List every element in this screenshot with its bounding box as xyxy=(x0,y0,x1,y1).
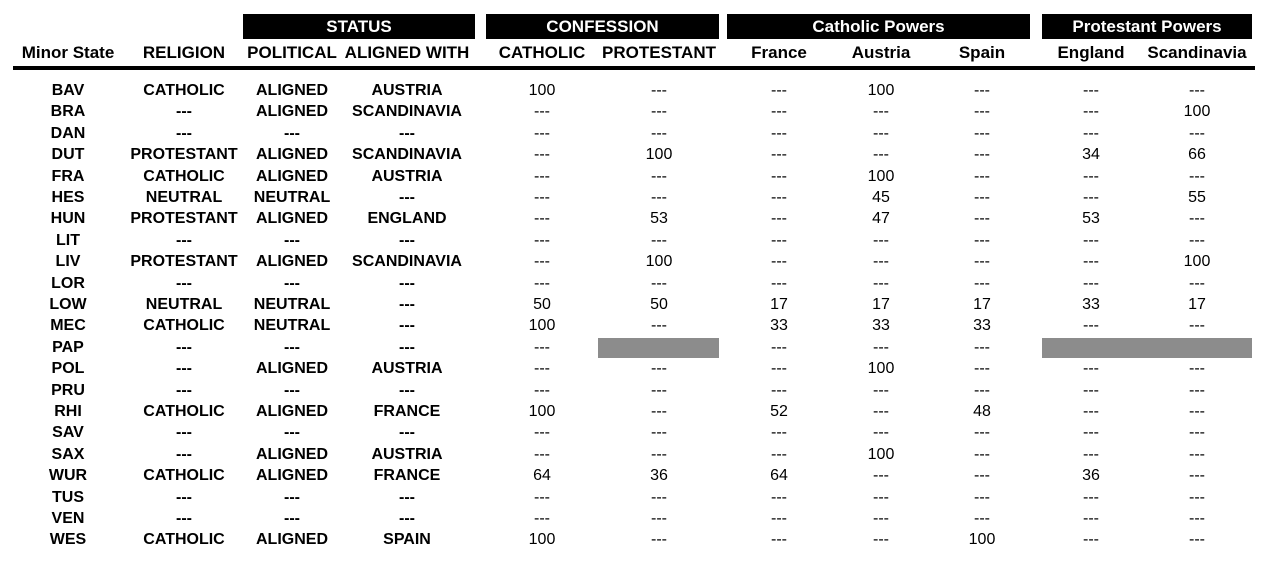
table-row xyxy=(0,315,1268,336)
column-header-political: POLITICAL xyxy=(247,43,337,62)
cell-england: 33 xyxy=(1082,296,1100,313)
cell-religion: --- xyxy=(176,424,192,442)
cell-england: --- xyxy=(1083,381,1099,399)
cell-france: --- xyxy=(771,338,787,356)
cell-scandinavia: --- xyxy=(1189,82,1205,99)
cell-aligned-with: --- xyxy=(399,296,415,313)
table-row xyxy=(0,144,1268,165)
cell-austria: --- xyxy=(873,403,889,420)
cell-aligned-with: --- xyxy=(399,317,415,335)
cell-england: --- xyxy=(1083,82,1099,99)
cell-spain: --- xyxy=(974,231,990,249)
cell-catholic: --- xyxy=(534,253,550,271)
cell-aligned-with: ENGLAND xyxy=(367,210,447,228)
cell-religion: --- xyxy=(176,381,192,399)
cell-scandinavia: --- xyxy=(1189,531,1205,549)
cell-catholic: --- xyxy=(534,360,550,378)
cell-political: ALIGNED xyxy=(256,210,328,228)
cell-spain: --- xyxy=(974,103,990,121)
cell-religion: CATHOLIC xyxy=(143,403,225,420)
cell-spain: --- xyxy=(974,360,990,378)
cell-england: --- xyxy=(1083,103,1099,121)
cell-religion: NEUTRAL xyxy=(145,296,223,313)
cell-minor-state: POL xyxy=(51,360,85,378)
cell-religion: --- xyxy=(176,338,192,356)
cell-france: --- xyxy=(771,274,787,292)
cell-catholic: 100 xyxy=(528,82,556,99)
cell-minor-state: DUT xyxy=(51,146,85,164)
cell-political: ALIGNED xyxy=(256,403,328,420)
cell-scandinavia: --- xyxy=(1189,424,1205,442)
cell-minor-state: HUN xyxy=(50,210,86,228)
cell-england: 36 xyxy=(1082,467,1100,485)
cell-spain: --- xyxy=(974,510,990,527)
cell-spain: 100 xyxy=(968,531,996,549)
cell-protestant: 53 xyxy=(650,210,668,228)
cell-austria: --- xyxy=(873,338,889,356)
cell-protestant: --- xyxy=(651,403,667,420)
cell-minor-state: WES xyxy=(49,531,87,549)
cell-protestant: --- xyxy=(651,124,667,142)
cell-austria: --- xyxy=(873,124,889,142)
cell-spain: --- xyxy=(974,488,990,506)
cell-england: --- xyxy=(1083,403,1099,420)
cell-protestant: --- xyxy=(651,510,667,527)
cell-scandinavia: --- xyxy=(1189,124,1205,142)
group-header-status: STATUS xyxy=(243,14,475,39)
cell-spain: --- xyxy=(974,253,990,271)
cell-religion: --- xyxy=(176,445,192,463)
cell-political: ALIGNED xyxy=(256,167,328,185)
cell-minor-state: SAV xyxy=(52,424,84,442)
cell-catholic: 100 xyxy=(528,403,556,420)
table-row xyxy=(0,230,1268,251)
cell-austria: --- xyxy=(873,253,889,271)
cell-minor-state: PRU xyxy=(51,381,85,399)
cell-religion: CATHOLIC xyxy=(143,167,225,185)
cell-spain: --- xyxy=(974,124,990,142)
cell-aligned-with: --- xyxy=(399,488,415,506)
cell-political: NEUTRAL xyxy=(253,317,331,335)
cell-scandinavia: --- xyxy=(1189,274,1205,292)
cell-religion: NEUTRAL xyxy=(145,189,223,206)
cell-aligned-with: --- xyxy=(399,124,415,142)
cell-spain: --- xyxy=(974,445,990,463)
cell-minor-state: RHI xyxy=(54,403,82,420)
cell-england: 53 xyxy=(1082,210,1100,228)
cell-protestant: --- xyxy=(651,231,667,249)
cell-protestant: --- xyxy=(651,317,667,335)
cell-religion: --- xyxy=(176,231,192,249)
cell-political: --- xyxy=(284,274,300,292)
cell-political: --- xyxy=(284,124,300,142)
cell-protestant: --- xyxy=(651,82,667,99)
cell-aligned-with: AUSTRIA xyxy=(371,82,443,99)
cell-france: 33 xyxy=(770,317,788,335)
cell-minor-state: LIV xyxy=(55,253,81,271)
cell-minor-state: SAX xyxy=(51,445,85,463)
cell-aligned-with: SCANDINAVIA xyxy=(352,103,462,121)
cell-spain: --- xyxy=(974,167,990,185)
cell-political: --- xyxy=(284,510,300,527)
cell-political: ALIGNED xyxy=(256,253,328,271)
cell-protestant: --- xyxy=(651,360,667,378)
cell-political: --- xyxy=(284,381,300,399)
cell-austria: 100 xyxy=(867,445,895,463)
cell-spain: --- xyxy=(974,146,990,164)
cell-spain: --- xyxy=(974,189,990,206)
cell-aligned-with: SPAIN xyxy=(383,531,431,549)
column-header-religion: RELIGION xyxy=(142,43,226,62)
cell-catholic: --- xyxy=(534,189,550,206)
cell-england: --- xyxy=(1083,167,1099,185)
cell-scandinavia: --- xyxy=(1189,167,1205,185)
cell-scandinavia: --- xyxy=(1189,231,1205,249)
cell-catholic: --- xyxy=(534,231,550,249)
cell-catholic: 50 xyxy=(533,296,551,313)
cell-scandinavia: --- xyxy=(1189,381,1205,399)
cell-political: ALIGNED xyxy=(256,103,328,121)
cell-spain: --- xyxy=(974,274,990,292)
cell-aligned-with: AUSTRIA xyxy=(371,167,443,185)
cell-protestant: 100 xyxy=(645,253,673,271)
cell-minor-state: LOW xyxy=(49,296,87,313)
cell-france: --- xyxy=(771,210,787,228)
cell-aligned-with: --- xyxy=(399,189,415,206)
cell-political: ALIGNED xyxy=(256,531,328,549)
table-row xyxy=(0,166,1268,187)
cell-catholic: --- xyxy=(534,210,550,228)
cell-france: --- xyxy=(771,531,787,549)
column-header-minor-state: Minor State xyxy=(21,43,115,62)
cell-minor-state: FRA xyxy=(51,167,85,185)
cell-religion: --- xyxy=(176,488,192,506)
cell-catholic: --- xyxy=(534,510,550,527)
cell-spain: 17 xyxy=(973,296,991,313)
cell-political: ALIGNED xyxy=(256,467,328,485)
cell-protestant: --- xyxy=(651,103,667,121)
cell-aligned-with: FRANCE xyxy=(373,403,441,420)
cell-religion: PROTESTANT xyxy=(130,146,238,164)
cell-political: ALIGNED xyxy=(256,445,328,463)
cell-aligned-with: SCANDINAVIA xyxy=(352,253,462,271)
cell-france: --- xyxy=(771,488,787,506)
cell-france: --- xyxy=(771,82,787,99)
cell-political: ALIGNED xyxy=(256,360,328,378)
cell-austria: --- xyxy=(873,488,889,506)
cell-catholic: --- xyxy=(534,381,550,399)
table-row xyxy=(0,187,1268,208)
cell-minor-state: HES xyxy=(51,189,85,206)
column-header-france: France xyxy=(751,43,807,62)
cell-scandinavia: --- xyxy=(1189,510,1205,527)
cell-scandinavia: --- xyxy=(1189,210,1205,228)
cell-scandinavia: 100 xyxy=(1183,253,1211,271)
table-row xyxy=(0,273,1268,294)
cell-austria: --- xyxy=(873,381,889,399)
cell-france: --- xyxy=(771,146,787,164)
cell-england: --- xyxy=(1083,189,1099,206)
cell-scandinavia: 100 xyxy=(1183,103,1211,121)
group-header-protestant-powers: Protestant Powers xyxy=(1042,14,1252,39)
cell-aligned-with: AUSTRIA xyxy=(371,360,443,378)
cell-austria: 100 xyxy=(867,82,895,99)
cell-scandinavia: 17 xyxy=(1188,296,1206,313)
cell-protestant: --- xyxy=(651,189,667,206)
cell-austria: 45 xyxy=(872,189,890,206)
cell-minor-state: BRA xyxy=(50,103,86,121)
table-row xyxy=(0,80,1268,101)
table-row xyxy=(0,401,1268,422)
cell-scandinavia: --- xyxy=(1189,403,1205,420)
cell-england: --- xyxy=(1083,445,1099,463)
cell-political: --- xyxy=(284,338,300,356)
cell-austria: --- xyxy=(873,467,889,485)
cell-england: --- xyxy=(1083,124,1099,142)
cell-protestant: 100 xyxy=(645,146,673,164)
column-header-spain: Spain xyxy=(958,43,1006,62)
table-row xyxy=(0,422,1268,443)
cell-france: 52 xyxy=(770,403,788,420)
column-header-austria: Austria xyxy=(851,43,911,62)
cell-scandinavia: --- xyxy=(1189,360,1205,378)
cell-minor-state: LIT xyxy=(56,231,80,249)
cell-spain: --- xyxy=(974,467,990,485)
cell-political: --- xyxy=(284,231,300,249)
cell-catholic: 64 xyxy=(533,467,551,485)
cell-france: --- xyxy=(771,124,787,142)
cell-austria: 17 xyxy=(872,296,890,313)
cell-scandinavia: 66 xyxy=(1188,146,1206,164)
cell-england: --- xyxy=(1083,510,1099,527)
cell-minor-state: DAN xyxy=(50,124,86,142)
column-header-aligned-with: ALIGNED WITH xyxy=(344,43,470,62)
cell-england: --- xyxy=(1083,488,1099,506)
table-row xyxy=(0,337,1268,358)
cell-religion: PROTESTANT xyxy=(130,210,238,228)
cell-spain: --- xyxy=(974,338,990,356)
column-header-scandinavia: Scandinavia xyxy=(1147,43,1247,62)
cell-religion: PROTESTANT xyxy=(130,253,238,271)
cell-england: --- xyxy=(1083,253,1099,271)
cell-france: --- xyxy=(771,103,787,121)
table-row xyxy=(0,101,1268,122)
cell-religion: --- xyxy=(176,274,192,292)
cell-political: --- xyxy=(284,424,300,442)
cell-france: --- xyxy=(771,253,787,271)
cell-scandinavia: --- xyxy=(1189,467,1205,485)
cell-france: --- xyxy=(771,231,787,249)
cell-minor-state: WUR xyxy=(48,467,88,485)
table-row xyxy=(0,294,1268,315)
cell-catholic: --- xyxy=(534,103,550,121)
cell-protestant: --- xyxy=(651,381,667,399)
cell-catholic: --- xyxy=(534,124,550,142)
cell-catholic: --- xyxy=(534,274,550,292)
cell-france: 17 xyxy=(770,296,788,313)
cell-aligned-with: SCANDINAVIA xyxy=(352,146,462,164)
cell-religion: --- xyxy=(176,360,192,378)
cell-protestant: --- xyxy=(651,445,667,463)
cell-aligned-with: --- xyxy=(399,274,415,292)
cell-protestant: 36 xyxy=(650,467,668,485)
cell-france: --- xyxy=(771,360,787,378)
cell-political: --- xyxy=(284,488,300,506)
table-row xyxy=(0,444,1268,465)
cell-protestant: --- xyxy=(651,531,667,549)
cell-austria: 100 xyxy=(867,360,895,378)
cell-protestant: --- xyxy=(651,167,667,185)
cell-protestant: --- xyxy=(651,274,667,292)
header-rule xyxy=(13,66,1255,70)
cell-religion: CATHOLIC xyxy=(143,467,225,485)
cell-religion: --- xyxy=(176,103,192,121)
cell-austria: 100 xyxy=(867,167,895,185)
table-row xyxy=(0,208,1268,229)
cell-austria: 47 xyxy=(872,210,890,228)
cell-austria: --- xyxy=(873,510,889,527)
cell-catholic: 100 xyxy=(528,317,556,335)
table-row xyxy=(0,529,1268,550)
cell-aligned-with: --- xyxy=(399,424,415,442)
cell-catholic: --- xyxy=(534,167,550,185)
cell-austria: --- xyxy=(873,103,889,121)
cell-austria: --- xyxy=(873,274,889,292)
cell-england: --- xyxy=(1083,424,1099,442)
table-row xyxy=(0,487,1268,508)
cell-scandinavia: --- xyxy=(1189,445,1205,463)
cell-france: --- xyxy=(771,510,787,527)
cell-austria: --- xyxy=(873,531,889,549)
cell-england: --- xyxy=(1083,231,1099,249)
table-row xyxy=(0,358,1268,379)
cell-political: ALIGNED xyxy=(256,82,328,99)
cell-catholic: 100 xyxy=(528,531,556,549)
cell-catholic: --- xyxy=(534,424,550,442)
table-row xyxy=(0,123,1268,144)
table-row xyxy=(0,380,1268,401)
cell-austria: --- xyxy=(873,146,889,164)
column-header-england: England xyxy=(1057,43,1125,62)
cell-minor-state: LOR xyxy=(51,274,85,292)
cell-aligned-with: --- xyxy=(399,510,415,527)
cell-minor-state: VEN xyxy=(51,510,85,527)
cell-spain: --- xyxy=(974,82,990,99)
cell-minor-state: TUS xyxy=(52,488,84,506)
table-row xyxy=(0,251,1268,272)
cell-france: --- xyxy=(771,167,787,185)
column-header-catholic: CATHOLIC xyxy=(498,43,586,62)
cell-religion: CATHOLIC xyxy=(143,531,225,549)
cell-england: --- xyxy=(1083,317,1099,335)
cell-political: NEUTRAL xyxy=(253,296,331,313)
cell-catholic: --- xyxy=(534,445,550,463)
cell-religion: --- xyxy=(176,510,192,527)
column-header-protestant: PROTESTANT xyxy=(602,43,716,62)
cell-aligned-with: FRANCE xyxy=(373,467,441,485)
cell-aligned-with: --- xyxy=(399,231,415,249)
cell-spain: 48 xyxy=(973,403,991,420)
shaded-cell xyxy=(598,338,719,358)
cell-spain: --- xyxy=(974,424,990,442)
group-header-catholic-powers: Catholic Powers xyxy=(727,14,1030,39)
cell-minor-state: MEC xyxy=(50,317,86,335)
cell-england: --- xyxy=(1083,360,1099,378)
table-row xyxy=(0,465,1268,486)
cell-austria: 33 xyxy=(872,317,890,335)
cell-religion: CATHOLIC xyxy=(143,82,225,99)
cell-scandinavia: --- xyxy=(1189,317,1205,335)
cell-scandinavia: --- xyxy=(1189,488,1205,506)
cell-protestant: --- xyxy=(651,488,667,506)
cell-protestant: --- xyxy=(651,424,667,442)
cell-france: --- xyxy=(771,381,787,399)
cell-england: 34 xyxy=(1082,146,1100,164)
cell-spain: --- xyxy=(974,381,990,399)
cell-france: --- xyxy=(771,424,787,442)
cell-catholic: --- xyxy=(534,488,550,506)
cell-spain: --- xyxy=(974,210,990,228)
cell-france: --- xyxy=(771,189,787,206)
cell-england: --- xyxy=(1083,531,1099,549)
cell-political: ALIGNED xyxy=(256,146,328,164)
cell-england: --- xyxy=(1083,274,1099,292)
cell-political: NEUTRAL xyxy=(253,189,331,206)
cell-aligned-with: --- xyxy=(399,338,415,356)
shaded-cell xyxy=(1042,338,1252,358)
cell-austria: --- xyxy=(873,231,889,249)
group-header-confession: CONFESSION xyxy=(486,14,719,39)
cell-austria: --- xyxy=(873,424,889,442)
cell-france: 64 xyxy=(770,467,788,485)
cell-scandinavia: 55 xyxy=(1188,189,1206,206)
cell-aligned-with: AUSTRIA xyxy=(371,445,443,463)
cell-minor-state: BAV xyxy=(51,82,85,99)
cell-protestant: 50 xyxy=(650,296,668,313)
cell-aligned-with: --- xyxy=(399,381,415,399)
table-row xyxy=(0,508,1268,529)
cell-religion: CATHOLIC xyxy=(143,317,225,335)
cell-catholic: --- xyxy=(534,146,550,164)
cell-minor-state: PAP xyxy=(52,338,84,356)
cell-spain: 33 xyxy=(973,317,991,335)
cell-religion: --- xyxy=(176,124,192,142)
cell-catholic: --- xyxy=(534,338,550,356)
cell-france: --- xyxy=(771,445,787,463)
